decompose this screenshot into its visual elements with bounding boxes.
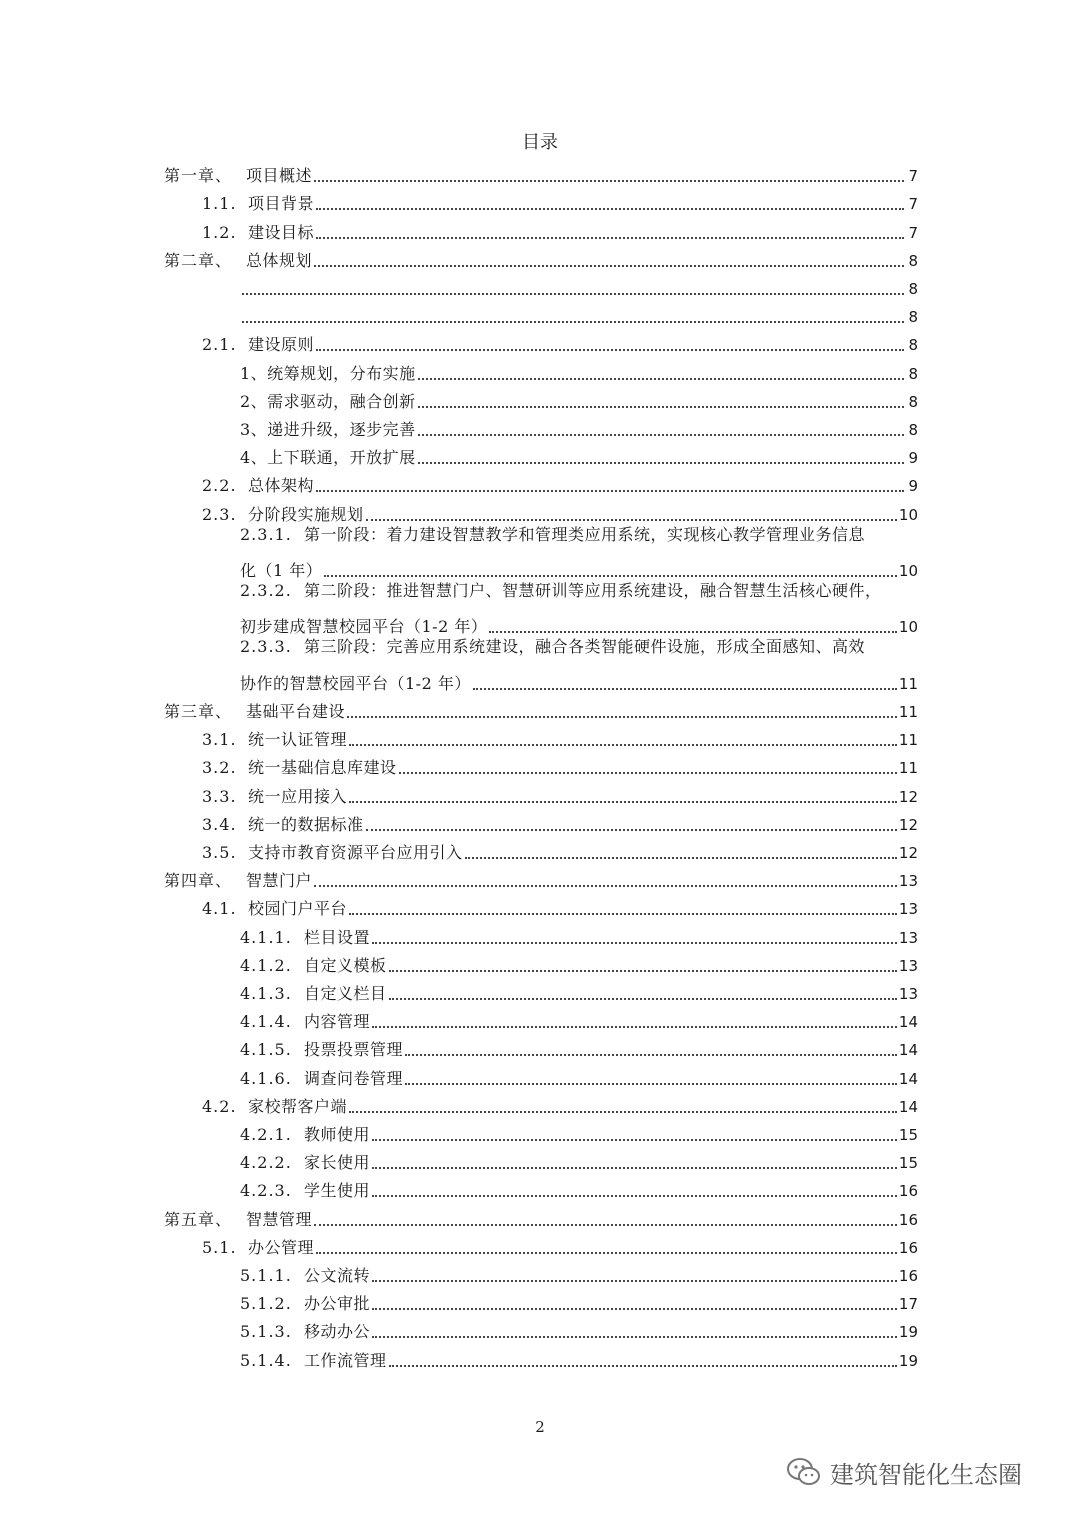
toc-entry-page: 7 — [908, 223, 918, 242]
toc-entry-number: 3.3. — [202, 786, 237, 806]
toc-entry-page: 14 — [898, 1069, 918, 1088]
toc-entry-page: 8 — [908, 336, 918, 355]
dot-leader — [372, 941, 897, 944]
toc-entry-number: 2.3.3. — [240, 637, 292, 657]
toc-entry-label: 统一应用接入 — [248, 786, 348, 806]
toc-entry[interactable] — [240, 1173, 918, 1201]
toc-entry-number: 4.1.3. — [240, 983, 292, 1003]
toc-entry-label: 项目概述 — [246, 166, 313, 186]
toc-entry[interactable] — [240, 271, 918, 299]
toc-entry-page: 11 — [898, 702, 918, 721]
toc-entry-page: 13 — [898, 984, 918, 1003]
dot-leader — [314, 264, 904, 267]
toc-entry-page: 16 — [898, 1266, 918, 1285]
toc-entry-label: 办公审批 — [304, 1294, 371, 1314]
toc-entry-label: 3、递进升级，逐步完善 — [240, 419, 416, 439]
toc-entry[interactable] — [202, 891, 918, 919]
dot-leader — [372, 1335, 897, 1338]
toc-entry-label: 栏目设置 — [304, 927, 371, 947]
toc-entry[interactable] — [240, 1145, 918, 1173]
dot-leader — [347, 715, 897, 718]
toc-entry-label: 第三阶段：完善应用系统建设，融合各类智能硬件设施，形成全面感知、高效 — [304, 637, 866, 657]
toc-entry[interactable] — [240, 581, 918, 637]
watermark — [786, 1454, 1022, 1490]
toc-entry-number: 3.1. — [202, 730, 237, 750]
page-title: 目录 — [522, 132, 558, 153]
toc-entry-page: 11 — [898, 674, 918, 693]
toc-entry[interactable] — [240, 637, 918, 693]
toc-entry-number: 5.1.3. — [240, 1322, 292, 1342]
toc-entry[interactable] — [202, 468, 918, 496]
dot-leader — [372, 1166, 897, 1169]
toc-entry-page: 13 — [898, 928, 918, 947]
toc-entry[interactable] — [202, 835, 918, 863]
toc-entry-label: 总体规划 — [246, 250, 313, 270]
toc-entry-number: 1.2. — [202, 222, 237, 242]
dot-leader — [316, 348, 904, 351]
dot-leader — [314, 884, 897, 887]
toc-entry-number: 2.3. — [202, 504, 237, 524]
toc-entry-page: 13 — [898, 900, 918, 919]
dot-leader — [349, 743, 897, 746]
toc-entry-page: 15 — [898, 1154, 918, 1173]
toc-entry[interactable] — [202, 722, 918, 750]
toc-entry-number: 2.1. — [202, 335, 237, 355]
toc-entry-label: 公文流转 — [304, 1265, 371, 1285]
toc-entry-page: 15 — [898, 1125, 918, 1144]
toc-entry-page: 14 — [898, 1041, 918, 1060]
dot-leader — [349, 912, 897, 915]
toc-entry-page: 12 — [898, 843, 918, 862]
watermark-text: 建筑智能化生态圈 — [830, 1460, 1022, 1489]
dot-leader — [314, 1223, 897, 1226]
toc-entry-page: 11 — [898, 759, 918, 778]
toc-entry-page: 7 — [908, 195, 918, 214]
dot-leader — [366, 828, 897, 831]
toc-entry[interactable] — [240, 440, 918, 468]
toc-entry-number: 2.2. — [202, 476, 237, 496]
dot-leader — [372, 1194, 897, 1197]
toc-entry-label: 4、上下联通，开放扩展 — [240, 448, 416, 468]
toc-entry-page: 16 — [898, 1210, 918, 1229]
toc-entry-label: 内容管理 — [304, 1012, 371, 1032]
toc-entry-label: 总体架构 — [248, 476, 315, 496]
toc-entry-number: 4.2.2. — [240, 1153, 292, 1173]
dot-leader — [349, 1110, 897, 1113]
toc-entry-number: 3.5. — [202, 842, 237, 862]
dot-leader — [489, 630, 897, 633]
toc-entry-label: 统一的数据标准 — [248, 814, 364, 834]
toc-entry-label: 第一阶段：着力建设智慧教学和管理类应用系统，实现核心教学管理业务信息 — [304, 524, 866, 544]
toc-entry-page: 14 — [898, 1097, 918, 1116]
toc-entry-label: 基础平台建设 — [246, 701, 346, 721]
toc-entry[interactable] — [164, 243, 918, 271]
toc-entry-label: 办公管理 — [248, 1237, 315, 1257]
toc-entry-page: 10 — [898, 505, 918, 524]
toc-entry[interactable] — [240, 1004, 918, 1032]
toc-entry-label: 家长使用 — [304, 1153, 371, 1173]
dot-leader — [372, 1279, 897, 1282]
toc-entry-number: 4.1.4. — [240, 1012, 292, 1032]
toc-entry-page: 8 — [908, 364, 918, 383]
toc-entry[interactable] — [240, 1314, 918, 1342]
dot-leader — [372, 1025, 897, 1028]
toc-entry-label: 投票投票管理 — [304, 1040, 404, 1060]
toc-entry-label: 校园门户平台 — [248, 899, 348, 919]
toc-entry-label-continued: 初步建成智慧校园平台（1-2 年） — [240, 617, 488, 637]
toc-entry-label: 家校帮客户端 — [248, 1096, 348, 1116]
toc-entry-number: 3.2. — [202, 758, 237, 778]
toc-entry[interactable] — [240, 355, 918, 383]
toc-entry-label: 工作流管理 — [304, 1350, 387, 1370]
toc-entry[interactable] — [240, 1258, 918, 1286]
toc-entry[interactable] — [164, 863, 918, 891]
toc-entry-page: 8 — [908, 279, 918, 298]
dot-leader — [316, 489, 904, 492]
toc-entry[interactable] — [202, 1089, 918, 1117]
page-number: 2 — [535, 1418, 545, 1436]
toc-entry-page: 17 — [898, 1295, 918, 1314]
toc-entry-page: 19 — [898, 1351, 918, 1370]
toc-entry-number: 3.4. — [202, 814, 237, 834]
dot-leader — [405, 1082, 897, 1085]
toc-entry-label: 学生使用 — [304, 1181, 371, 1201]
dot-leader — [316, 1251, 897, 1254]
dot-leader — [418, 433, 904, 436]
toc-entry-number: 4.2.3. — [240, 1181, 292, 1201]
toc-entry-page: 8 — [908, 392, 918, 411]
wechat-icon — [786, 1456, 822, 1488]
toc-entry-number: 4.1. — [202, 899, 237, 919]
dot-leader — [316, 236, 904, 239]
toc-entry-number: 第四章、 — [164, 871, 239, 891]
toc-entry-page: 13 — [898, 872, 918, 891]
toc-entry[interactable] — [240, 384, 918, 412]
toc-entry[interactable] — [240, 1286, 918, 1314]
dot-leader — [405, 1053, 897, 1056]
dot-leader — [389, 969, 897, 972]
toc-entry-number: 5.1.1. — [240, 1265, 292, 1285]
toc-entry-label: 教师使用 — [304, 1124, 371, 1144]
toc-entry-page: 8 — [908, 420, 918, 439]
toc-entry[interactable] — [202, 327, 918, 355]
toc-entry[interactable] — [240, 919, 918, 947]
dot-leader — [242, 320, 904, 323]
toc-entry-page: 8 — [908, 308, 918, 327]
dot-leader — [349, 800, 897, 803]
toc-entry[interactable] — [240, 299, 918, 327]
toc-entry[interactable] — [164, 1201, 918, 1229]
dot-leader — [399, 771, 897, 774]
toc-entry-label: 自定义模板 — [304, 955, 387, 975]
dot-leader — [473, 687, 897, 690]
toc-entry-page: 19 — [898, 1323, 918, 1342]
toc-entry-number: 4.2.1. — [240, 1124, 292, 1144]
toc-entry-page: 11 — [898, 731, 918, 750]
toc-entry-number: 4.2. — [202, 1096, 237, 1116]
toc-entry-label: 移动办公 — [304, 1322, 371, 1342]
dot-leader — [372, 1138, 897, 1141]
toc-entry[interactable] — [240, 412, 918, 440]
toc-entry[interactable] — [164, 694, 918, 722]
toc-entry[interactable] — [240, 948, 918, 976]
toc-entry-label: 建设原则 — [248, 335, 315, 355]
dot-leader — [314, 179, 904, 182]
dot-leader — [465, 856, 897, 859]
toc-entry-number: 第一章、 — [164, 166, 239, 186]
toc-entry-number: 4.1.2. — [240, 955, 292, 975]
dot-leader — [242, 292, 904, 295]
toc-entry-number: 5.1.4. — [240, 1350, 292, 1370]
dot-leader — [389, 997, 897, 1000]
toc-entry-label: 1、统筹规划，分布实施 — [240, 363, 416, 383]
dot-leader — [316, 207, 904, 210]
toc-entry-number: 2.3.2. — [240, 581, 292, 600]
toc-entry-page: 9 — [908, 449, 918, 468]
toc-entry[interactable] — [240, 1342, 918, 1370]
dot-leader — [418, 461, 904, 464]
toc-entry[interactable] — [240, 1060, 918, 1088]
toc-entry[interactable] — [240, 1117, 918, 1145]
toc-entry-number: 4.1.5. — [240, 1040, 292, 1060]
toc-entry-page: 16 — [898, 1182, 918, 1201]
toc-entry-number: 2.3.1. — [240, 524, 292, 544]
toc-entry[interactable] — [202, 778, 918, 806]
dot-leader — [418, 405, 904, 408]
toc-entry-label-continued: 化（1 年） — [240, 560, 323, 580]
toc-entry-number: 第五章、 — [164, 1209, 239, 1229]
toc-entry[interactable] — [164, 158, 918, 186]
toc-entry-page: 10 — [898, 618, 918, 637]
toc-entry[interactable] — [202, 807, 918, 835]
toc-entry-page: 16 — [898, 1238, 918, 1257]
dot-leader — [372, 1307, 897, 1310]
toc-entry-label: 统一认证管理 — [248, 730, 348, 750]
toc-entry[interactable] — [240, 976, 918, 1004]
toc-entry-label: 统一基础信息库建设 — [248, 758, 397, 778]
toc-entry-number: 4.1.1. — [240, 927, 292, 947]
toc-entry-page: 12 — [898, 787, 918, 806]
toc-entry-page: 13 — [898, 956, 918, 975]
dot-leader — [389, 1364, 897, 1367]
toc-entry-label: 分阶段实施规划 — [248, 504, 364, 524]
toc-entry[interactable] — [202, 496, 918, 524]
toc-entry[interactable] — [202, 1230, 918, 1258]
toc-entry-number: 1.1. — [202, 194, 237, 214]
toc-entry-label: 智慧管理 — [246, 1209, 313, 1229]
toc-entry-page: 8 — [908, 251, 918, 270]
toc-entry-number: 第三章、 — [164, 701, 239, 721]
toc-entry-page: 9 — [908, 477, 918, 496]
toc-entry-label-continued: 协作的智慧校园平台（1-2 年） — [240, 673, 471, 693]
toc-entry-number: 第二章、 — [164, 250, 239, 270]
toc-entry[interactable] — [240, 1032, 918, 1060]
toc-entry-label: 调查问卷管理 — [304, 1068, 404, 1088]
toc-entry-number: 5.1. — [202, 1237, 237, 1257]
toc-entry-page: 14 — [898, 1013, 918, 1032]
dot-leader — [418, 377, 904, 380]
toc-entry-label: 智慧门户 — [246, 871, 313, 891]
toc-entry-page: 12 — [898, 815, 918, 834]
toc-entry-label: 第二阶段：推进智慧门户、智慧研训等应用系统建设，融合智慧生活核心硬件， — [304, 581, 882, 600]
toc-entry-label: 2、需求驱动，融合创新 — [240, 391, 416, 411]
toc-entry-page: 7 — [908, 167, 918, 186]
toc-entry-page: 10 — [898, 561, 918, 580]
toc-entry[interactable] — [202, 186, 918, 214]
toc-entry-label: 建设目标 — [248, 222, 315, 242]
toc-entry-number: 4.1.6. — [240, 1068, 292, 1088]
dot-leader — [324, 574, 897, 577]
toc-entry[interactable] — [202, 214, 918, 242]
dot-leader — [366, 518, 897, 521]
toc-entry-label: 项目背景 — [248, 194, 315, 214]
toc-entry-label: 支持市教育资源平台应用引入 — [248, 842, 463, 862]
toc-entry-label: 自定义栏目 — [304, 983, 387, 1003]
toc-entry-number: 5.1.2. — [240, 1294, 292, 1314]
toc-entry[interactable] — [202, 750, 918, 778]
toc-entry[interactable] — [240, 525, 918, 581]
